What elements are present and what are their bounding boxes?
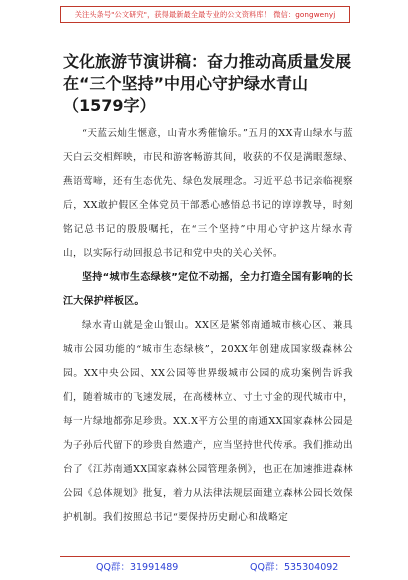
title-line: 文化旅游节演讲稿：奋力推动高质量发展	[63, 52, 352, 71]
header-notice-box	[60, 6, 350, 23]
document-body	[63, 122, 353, 530]
footer-qq-group-2: QQ群：535304092	[250, 562, 339, 573]
footer-divider	[60, 556, 350, 557]
footer-qq-group-1: QQ群：31991489	[96, 562, 179, 573]
title-line: 在“三个坚持”中用心守护绿水青山	[63, 74, 309, 93]
section-heading-paragraph: 坚持“城市生态绿核”定位不动摇，全力打造全国有影响的长江大保护样板区。	[63, 272, 353, 307]
header-notice-text: 关注头条号"公文研究"，获得最新最全最专业的公文资料库！ 微信：gongwenyj	[74, 9, 336, 19]
title-word-count: （1579字）	[63, 96, 156, 115]
footer	[0, 556, 408, 574]
body-paragraph: 绿水青山就是金山银山。XX区是紧邻南通城市核心区、兼具城市公园功能的“城市生态绿核”，20XX年创建成国家级森林公园。XX中央公园、XX公园等世界级城市公园的成功案例告诉我们，随着城市的飞速发展，在高楼林立、寸土寸金的现代城市中，每一片绿地都弥足珍贵。XX.X平方公里的南通XX国家森林公园是为子孙后代留下的珍贵自然遗产，应当坚持世代传承。我们推动出台了《江苏南通XX国家森林公园管理条例》，也正在加速推进森林公园《总体规划》批复，着力从法律法规层面建立森林公园长效保护机制。我们按照总书记“要保持历史耐心和战略定	[63, 320, 353, 523]
body-paragraph: “天蓝云灿生惬意，山青水秀催愉乐。”五月的XX青山绿水与蓝天白云交相辉映，市民和游客畅游其间，收获的不仅是满眼葱绿、燕语莺啼，还有生态优先、绿色发展理念。习近平总书记亲临视察后，XX敢护假区全体党员干部悉心感悟总书记的谆谆教导，时刻铭记总书记的殷殷嘱托，在“三个坚持”中用心守护这片绿水青山，以实际行动回报总书记和党中央的关心关怀。	[63, 128, 353, 259]
document-title	[63, 51, 363, 117]
